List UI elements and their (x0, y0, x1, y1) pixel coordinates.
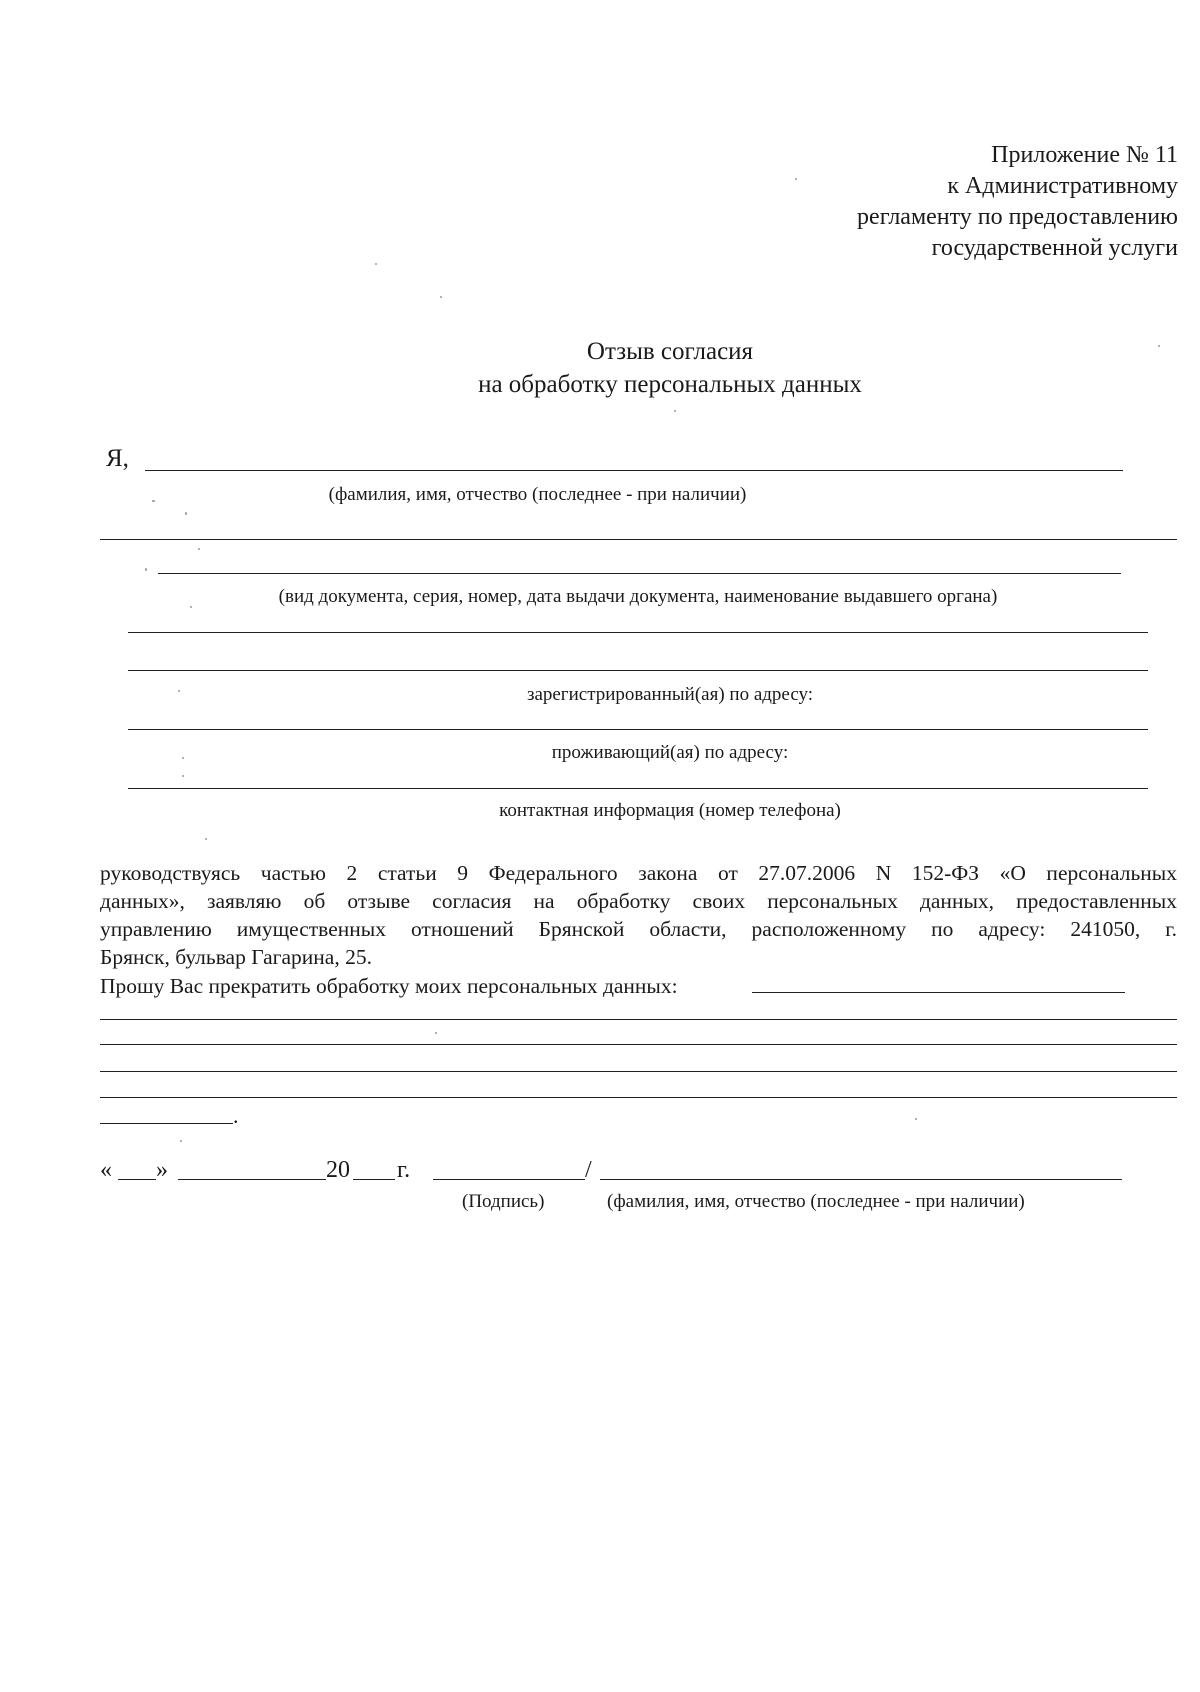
year-prefix: 20 (326, 1157, 350, 1183)
signature-fio-field[interactable] (600, 1179, 1122, 1180)
signature-field[interactable] (433, 1179, 585, 1180)
month-field[interactable] (178, 1179, 326, 1180)
fio-continuation-field[interactable] (100, 539, 1177, 540)
scan-speck (152, 500, 155, 502)
request-line-1[interactable] (100, 1019, 1177, 1020)
scan-speck (178, 690, 180, 692)
scan-speck (205, 838, 207, 840)
body-line-3: управлению имущественных отношений Брянской области, расположенному по адресу: 241050, г. (100, 917, 1177, 941)
signature-caption: (Подпись) (462, 1191, 545, 1212)
scan-speck (440, 296, 442, 298)
document-caption: (вид документа, серия, номер, дата выдачи документа, наименование выдавшего органа) (278, 586, 998, 607)
request-line-2[interactable] (100, 1044, 1177, 1045)
scan-speck (190, 606, 192, 608)
annex-line-3: регламенту по предоставлению (857, 204, 1178, 230)
request-line-5[interactable] (100, 1123, 233, 1124)
document-title (0, 335, 1200, 401)
document-field-3[interactable] (128, 670, 1148, 671)
registered-caption: зарегистрированный(ая) по адресу: (526, 684, 814, 705)
scan-speck (1158, 345, 1160, 347)
quote-open: « (100, 1157, 112, 1183)
fio-caption: (фамилия, имя, отчество (последнее - при наличии) (328, 484, 747, 505)
document-field[interactable] (158, 573, 1121, 574)
signature-slash: / (585, 1157, 592, 1183)
scan-speck (198, 548, 200, 550)
scan-speck (795, 178, 797, 180)
signature-fio-caption: (фамилия, имя, отчество (последнее - при наличии) (607, 1191, 1025, 1212)
annex-line-2: к Административному (947, 173, 1178, 199)
contact-caption: контактная информация (номер телефона) (499, 800, 841, 821)
request-text: Прошу Вас прекратить обработку моих персональных данных: (100, 974, 678, 998)
scan-speck (182, 757, 184, 759)
residing-address-field[interactable] (128, 788, 1148, 789)
scan-speck (375, 263, 377, 265)
residing-caption: проживающий(ая) по адресу: (551, 742, 789, 763)
scan-speck (435, 1032, 437, 1034)
scan-speck (185, 512, 187, 515)
lead-ya: Я, (106, 445, 129, 472)
title-line-2: на обработку персональных данных (478, 371, 862, 398)
quote-close: » (156, 1157, 168, 1183)
request-period: . (233, 1103, 239, 1128)
scan-speck (915, 1118, 917, 1120)
body-line-4: Брянск, бульвар Гагарина, 25. (100, 945, 372, 969)
request-field[interactable] (752, 992, 1125, 993)
body-line-1: руководствуясь частью 2 статьи 9 Федерального закона от 27.07.2006 N 152-ФЗ «О персональных (100, 861, 1177, 885)
registered-address-field[interactable] (128, 729, 1148, 730)
request-line-4[interactable] (100, 1097, 1177, 1098)
day-field[interactable] (118, 1179, 156, 1180)
scan-speck (674, 410, 676, 412)
fio-field[interactable] (145, 470, 1123, 471)
scan-speck (145, 568, 147, 571)
document-field-2[interactable] (128, 632, 1148, 633)
annex-line-4: государственной услуги (931, 235, 1178, 261)
title-line-1: Отзыв согласия (586, 338, 754, 365)
body-line-2: данных», заявляю об отзыве согласия на обработку своих персональных данных, предоставленных (100, 889, 1177, 913)
scan-speck (182, 775, 184, 777)
year-suffix: г. (397, 1157, 411, 1183)
body-paragraph (100, 859, 1177, 971)
scan-speck (180, 1140, 182, 1142)
year-field[interactable] (353, 1179, 395, 1180)
annex-header (678, 140, 1178, 264)
annex-line-1: Приложение № 11 (991, 142, 1178, 168)
request-line-3[interactable] (100, 1071, 1177, 1072)
